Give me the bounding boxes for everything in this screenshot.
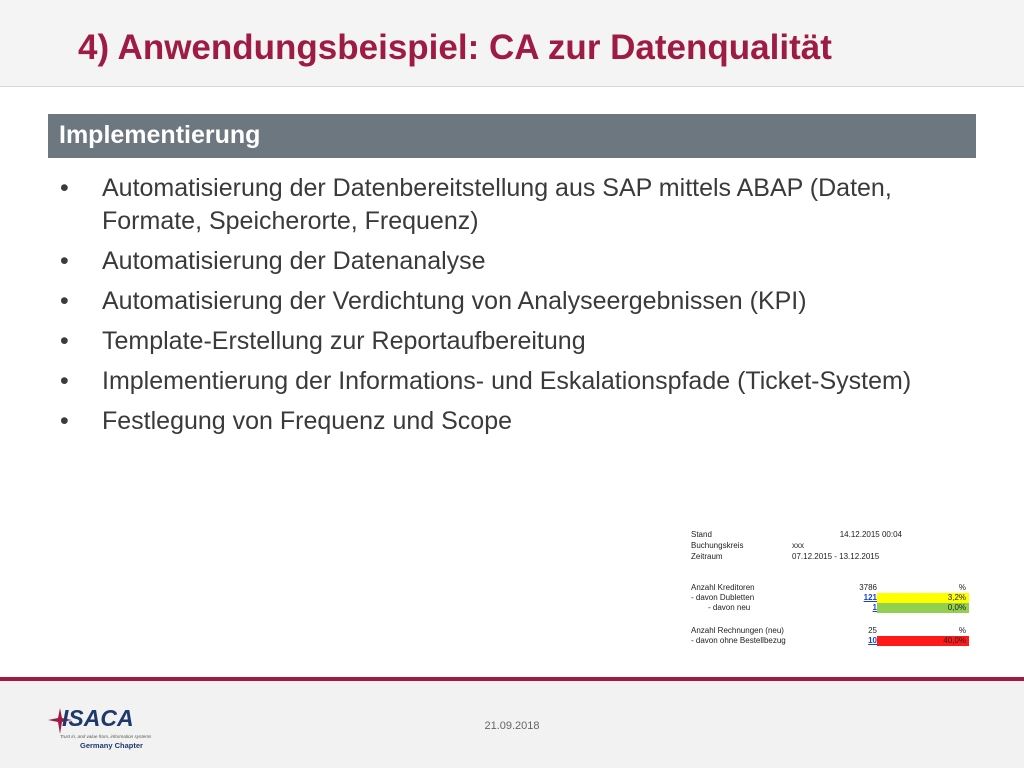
report-row-rechnungen xyxy=(688,626,972,636)
bestellbezug-link[interactable]: 10 xyxy=(868,636,877,645)
report-label: - davon ohne Bestellbezug xyxy=(691,636,786,645)
report-label: Anzahl Rechnungen (neu) xyxy=(691,626,784,635)
bullet-dot: • xyxy=(60,287,69,315)
bullet-item xyxy=(58,365,938,398)
bullet-dot: • xyxy=(60,327,69,355)
bullet-dot: • xyxy=(60,247,69,275)
report-pct: 0,0% xyxy=(877,603,969,613)
logo-chapter: Germany Chapter xyxy=(80,741,143,750)
section-title: Implementierung xyxy=(59,121,261,149)
report-unit: % xyxy=(958,626,966,635)
report-row-kreditoren xyxy=(688,583,972,593)
report-pct: 3,2% xyxy=(877,593,969,603)
report-unit: % xyxy=(958,583,966,592)
report-row-stand xyxy=(688,530,972,540)
report-label: Zeitraum xyxy=(691,552,723,561)
bullet-dot: • xyxy=(60,367,69,395)
report-label: Buchungskreis xyxy=(691,541,744,550)
report-label: Stand xyxy=(691,530,712,539)
report-row-bukrs xyxy=(688,541,972,551)
report-value: xxx xyxy=(792,541,804,550)
report-value: 14.12.2015 00:04 xyxy=(839,530,902,539)
neu-link[interactable]: 1 xyxy=(872,603,877,612)
dubletten-link[interactable]: 121 xyxy=(863,593,877,602)
report-row-neu xyxy=(688,603,972,613)
bullet-item xyxy=(58,325,938,358)
section-bar xyxy=(48,114,976,158)
bullet-text: Automatisierung der Datenanalyse xyxy=(102,247,486,275)
logo-wordmark: ISACA xyxy=(62,705,134,731)
bullet-item xyxy=(58,245,938,278)
bullet-item xyxy=(58,172,938,238)
report-screenshot xyxy=(688,527,972,648)
slide-title: 4) Anwendungsbeispiel: CA zur Datenqualität xyxy=(78,28,832,67)
bullet-list xyxy=(58,172,938,445)
bullet-text: Automatisierung der Datenbereitstellung aus SAP mittels ABAP (Daten, Formate, Speicherorte, Frequenz) xyxy=(102,174,892,235)
report-value: 3786 xyxy=(859,583,877,592)
slide-date: 21.09.2018 xyxy=(484,720,540,732)
bullet-dot: • xyxy=(60,174,69,202)
report-value: 07.12.2015 - 13.12.2015 xyxy=(792,552,880,561)
report-label: Anzahl Kreditoren xyxy=(691,583,755,592)
report-label: - davon Dubletten xyxy=(691,593,755,602)
report-value: 25 xyxy=(868,626,877,635)
bullet-item xyxy=(58,285,938,318)
report-label: - davon neu xyxy=(708,603,751,612)
logo-tagline: Trust in, and value from, information systems xyxy=(60,734,152,739)
slide-header xyxy=(0,0,1024,87)
bullet-dot: • xyxy=(60,407,69,435)
bullet-text: Implementierung der Informations- und Eskalationspfade (Ticket-System) xyxy=(102,367,912,395)
bullet-text: Automatisierung der Verdichtung von Analyseergebnissen (KPI) xyxy=(102,287,807,315)
bullet-text: Template-Erstellung zur Reportaufbereitung xyxy=(102,327,586,355)
report-row-dubletten xyxy=(688,593,972,603)
bullet-item xyxy=(58,405,938,438)
report-row-bestellbezug xyxy=(688,636,972,646)
report-row-zeitraum xyxy=(688,552,972,562)
report-pct: 40,0% xyxy=(877,636,969,646)
bullet-text: Festlegung von Frequenz und Scope xyxy=(102,407,512,435)
